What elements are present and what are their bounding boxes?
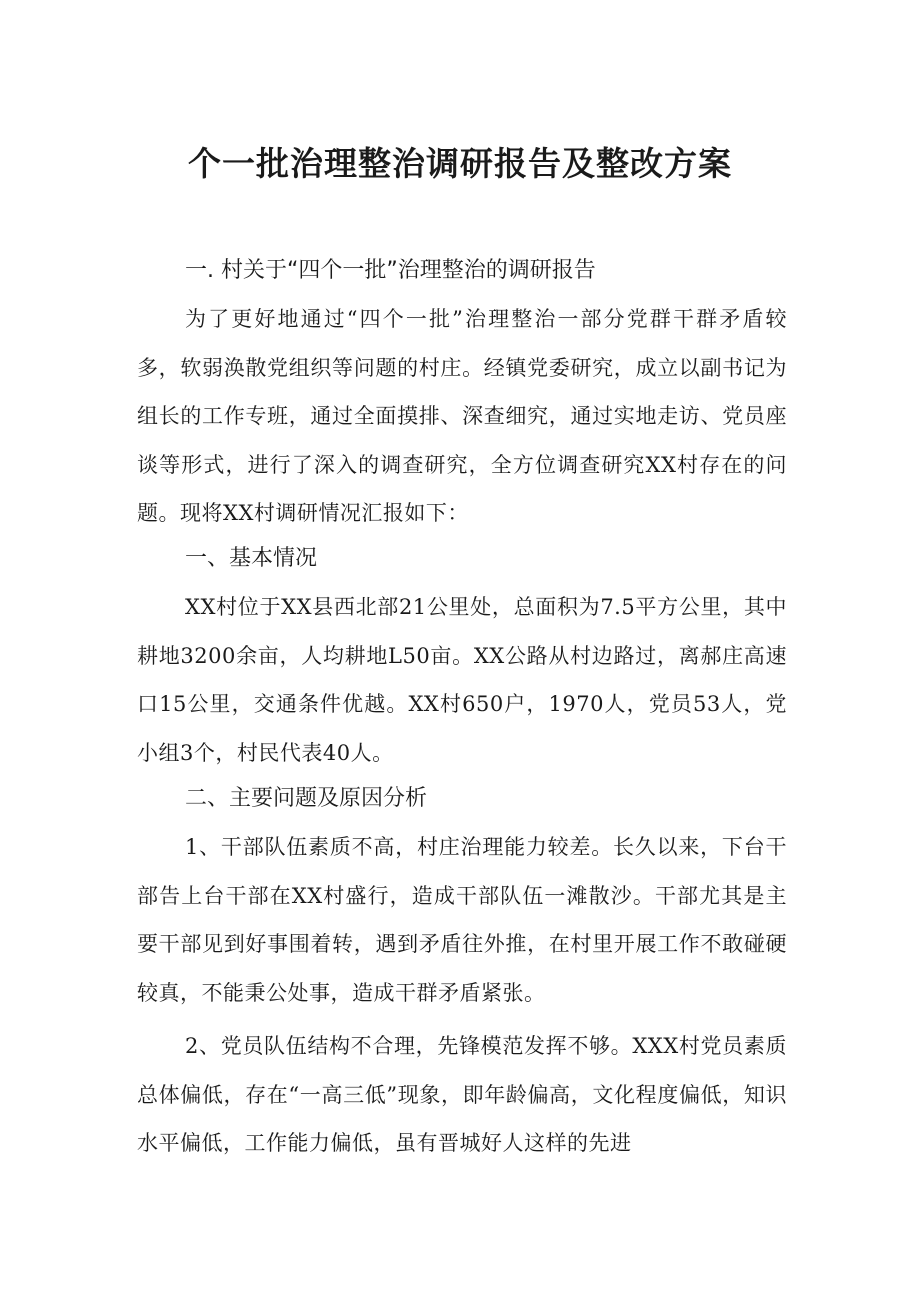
section-heading-basic-info: 一、基本情况 (185, 546, 318, 571)
paragraph-problem-1: 1、干部队伍素质不高，村庄治理能力较差。长久以来，下台干部告上台干部在XX村盛行，造成干部队伍一滩散沙。干部尤其是主要干部见到好事围着转，遇到矛盾往外推，在村里开展工作不敢碰硬较真，不能秉公处事，造成干群矛盾紧张。 (137, 835, 787, 1005)
section-heading-research-report: 一. 村关于“四个一批”治理整治的调研报告 (185, 258, 596, 283)
paragraph-problem-2: 2、党员队伍结构不合理，先锋模范发挥不够。XXX村党员素质总体偏低，存在“一高三低”现象，即年龄偏高，文化程度偏低，知识水平偏低，工作能力偏低，虽有晋城好人这样的先进 (137, 1034, 787, 1155)
paragraph-intro: 为了更好地通过“四个一批”治理整治一部分党群干群矛盾较多，软弱涣散党组织等问题的村庄。经镇党委研究，成立以副书记为组长的工作专班，通过全面摸排、深查细究，通过实地走访、党员座谈等形式，进行了深入的调查研究，全方位调查研究XX村存在的问题。现将XX村调研情况汇报如下： (137, 307, 787, 525)
paragraph-basic-info: XX村位于XX县西北部21公里处，总面积为7.5平方公里，其中耕地3200余亩，人均耕地L50亩。XX公路从村边路过，离郝庄高速口15公里，交通条件优越。XX村650户，1970人，党员53人，党小组3个，村民代表40人。 (137, 595, 787, 765)
section-heading-main-problems: 二、主要问题及原因分析 (185, 786, 428, 811)
document-title: 个一批治理整治调研报告及整改方案 (188, 144, 732, 183)
